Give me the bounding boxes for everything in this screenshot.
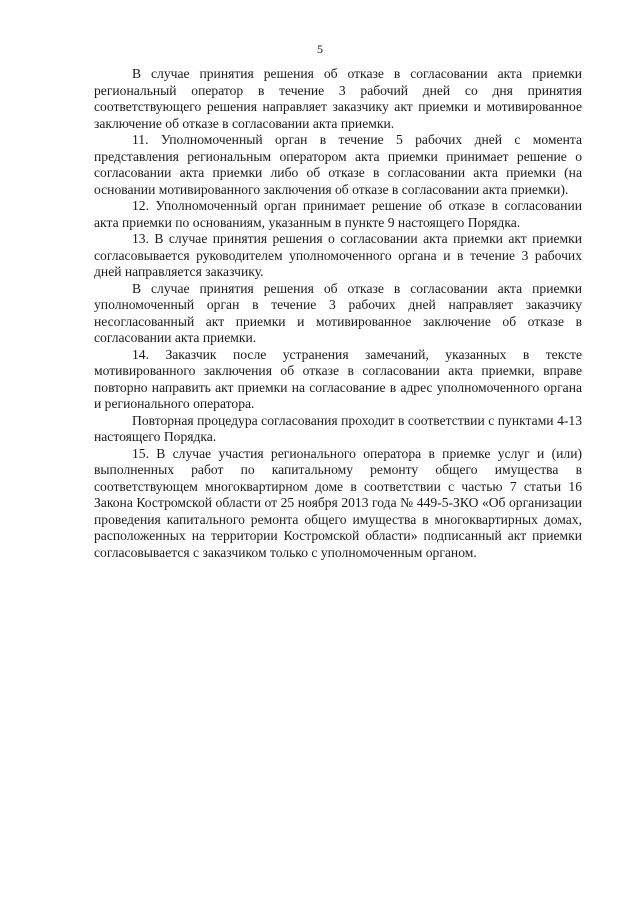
- paragraph-15: 15. В случае участия регионального оператора в приемке услуг и (или) выполненных работ по капитальному ремонту общего имущества в соответствующем многоквартирном доме в соответствии с частью 7 статьи 16 Закона Костромской области от 25 ноября 2013 года № 449-5-ЗКО «Об организации проведения капитального ремонта общего имущества в многоквартирных домах, расположенных на территории Костромской области» подписанный акт приемки согласовывается с заказчиком только с уполномоченным органом.: [94, 445, 582, 560]
- paragraph-repeat-procedure: Повторная процедура согласования проходит в соответствии с пунктами 4-13 настоящего Порядка.: [94, 412, 582, 444]
- paragraph-11: 11. Уполномоченный орган в течение 5 рабочих дней с момента представления региональным оператором акта приемки принимает решение о согласовании акта приемки либо об отказе в согласовании акта приемки (на основании мотивированного заключения об отказе в согласовании акта приемки).: [94, 132, 582, 197]
- paragraph-refusal-authorized-body: В случае принятия решения об отказе в согласовании акта приемки уполномоченный орган в течение 3 рабочих дней направляет заказчику несогласованный акт приемки и мотивированное заключение об отказе в согласовании акта приемки.: [94, 280, 582, 345]
- page-number: 5: [317, 42, 323, 56]
- paragraph-12: 12. Уполномоченный орган принимает решение об отказе в согласовании акта приемки по основаниям, указанным в пункте 9 настоящего Порядка.: [94, 198, 582, 230]
- paragraph-refusal-regional-operator: В случае принятия решения об отказе в согласовании акта приемки региональный оператор в течение 3 рабочий дней со дня принятия соответствующего решения направляет заказчику акт приемки и мотивированное заключение об отказе в согласовании акта приемки.: [94, 66, 582, 131]
- paragraph-14: 14. Заказчик после устранения замечаний, указанных в тексте мотивированного заключения об отказе в согласовании акта приемки, вправе повторно направить акт приемки на согласование в адрес уполномоченного органа и регионального оператора.: [94, 346, 582, 411]
- document-body: [94, 66, 582, 561]
- paragraph-13: 13. В случае принятия решения о согласовании акта приемки акт приемки согласовывается руководителем уполномоченного органа и в течение 3 рабочих дней направляется заказчику.: [94, 231, 582, 279]
